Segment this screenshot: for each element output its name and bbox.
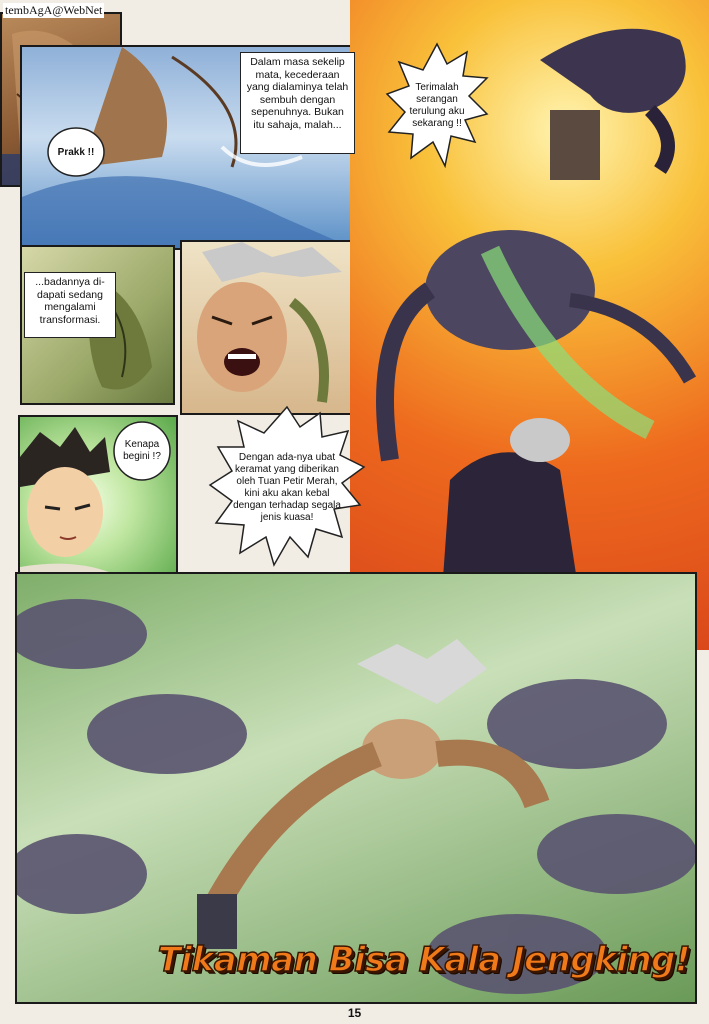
bubble-terimalah xyxy=(383,42,491,170)
bubble-prakk xyxy=(45,125,107,180)
bubble-kenapa xyxy=(112,420,172,482)
bubble-prakk-text: Prakk !! xyxy=(57,146,95,158)
face-illustration xyxy=(182,242,355,415)
attack-title: Tikaman Bisa Kala Jengking! xyxy=(157,940,690,980)
caption-healing: Dalam masa sekelip mata, kecederaan yang dialaminya telah sembuh dengan sepenuhnya. Bukan itu sahaja, malah... xyxy=(240,52,355,154)
panel-screaming-face xyxy=(180,240,355,415)
caption-transformation: ...badannya di-dapati sedang mengalami transformasi. xyxy=(24,272,116,338)
bubble-kenapa-text: Kenapa begini !? xyxy=(123,439,161,462)
watermark: tembAgA@WebNet xyxy=(5,3,103,17)
bubble-terimalah-text: Terimalah serangan terulung aku sekarang !! xyxy=(409,82,465,129)
page-number: 15 xyxy=(347,1006,362,1020)
bubble-dengan xyxy=(208,405,366,570)
bubble-dengan-text: Dengan ada-nya ubat keramat yang diberikan oleh Tuan Petir Merah, kini aku akan kebal dengan terhadap segala jenis kuasa! xyxy=(233,451,341,523)
